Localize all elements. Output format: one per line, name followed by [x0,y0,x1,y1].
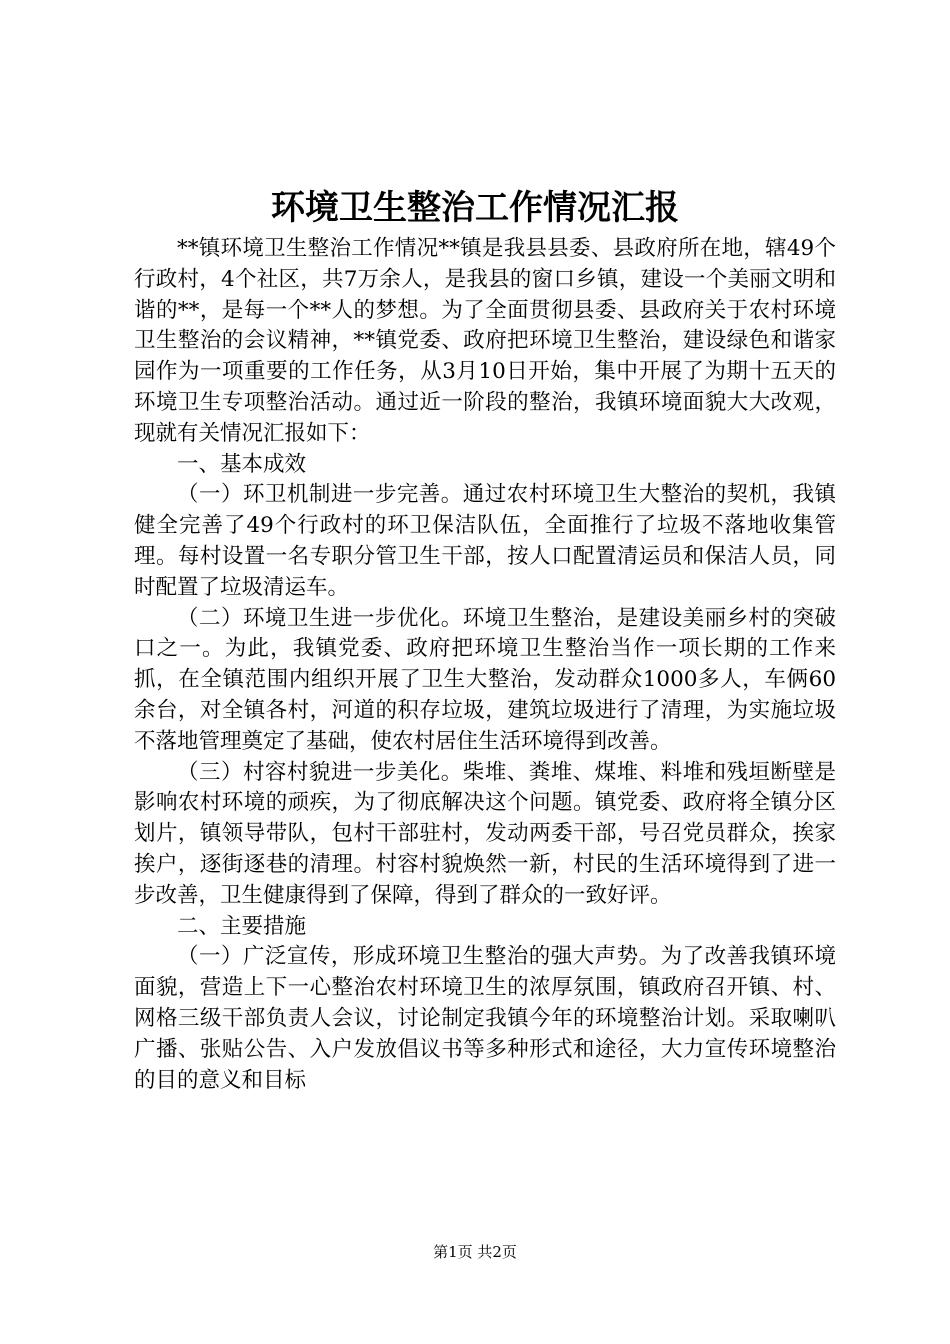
section-heading-basic-results: 一、基本成效 [177,451,307,477]
document-body [134,234,836,1096]
section-heading-main-measures: 二、主要措施 [177,913,307,939]
paragraph-village-appearance: （三）村容村貌进一步美化。柴堆、粪堆、煤堆、料堆和残垣断壁是影响农村环境的顽疾，为了彻底解决这个问题。镇党委、政府将全镇分区划片，镇领导带队，包村干部驻村，发动两委干部，号召党员群众，挨家挨户，逐街逐巷的清理。村容村貌焕然一新，村民的生活环境得到了进一步改善，卫生健康得到了保障，得到了群众的一致好评。 [134,759,836,908]
page-number-footer: 第1页 共2页 [433,1243,517,1261]
paragraph-publicity: （一）广泛宣传，形成环境卫生整治的强大声势。为了改善我镇环境面貌，营造上下一心整治农村环境卫生的浓厚氛围，镇政府召开镇、村、网格三级干部负责人会议，讨论制定我镇今年的环境整治计划。采取喇叭广播、张贴公告、入户发放倡议书等多种形式和途径，大力宣传环境整治的目的意义和目标 [134,944,836,1093]
intro-paragraph: **镇环境卫生整治工作情况**镇是我县县委、县政府所在地，辖49个行政村，4个社区，共7万余人，是我县的窗口乡镇，建设一个美丽文明和谐的**，是每一个**人的梦想。为了全面贯彻县委、县政府关于农村环境卫生整治的会议精神，**镇党委、政府把环境卫生整治，建设绿色和谐家园作为一项重要的工作任务，从3月10日开始，集中开展了为期十五天的环境卫生专项整治活动。通过近一阶段的整治，我镇环境面貌大大改观，现就有关情况汇报如下： [134,236,836,446]
paragraph-environment-optimization: （二）环境卫生进一步优化。环境卫生整治，是建设美丽乡村的突破口之一。为此，我镇党委、政府把环境卫生整治当作一项长期的工作来抓，在全镇范围内组织开展了卫生大整治，发动群众1000多人，车俩60余台，对全镇各村，河道的积存垃圾，建筑垃圾进行了清理，为实施垃圾不落地管理奠定了基础，使农村居住生活环境得到改善。 [134,605,836,754]
document-title: 环境卫生整治工作情况汇报 [271,188,679,228]
paragraph-sanitation-mechanism: （一）环卫机制进一步完善。通过农村环境卫生大整治的契机，我镇健全完善了49个行政村的环卫保洁队伍，全面推行了垃圾不落地收集管理。每村设置一名专职分管卫生干部，按人口配置清运员和保洁人员，同时配置了垃圾清运车。 [134,482,836,600]
